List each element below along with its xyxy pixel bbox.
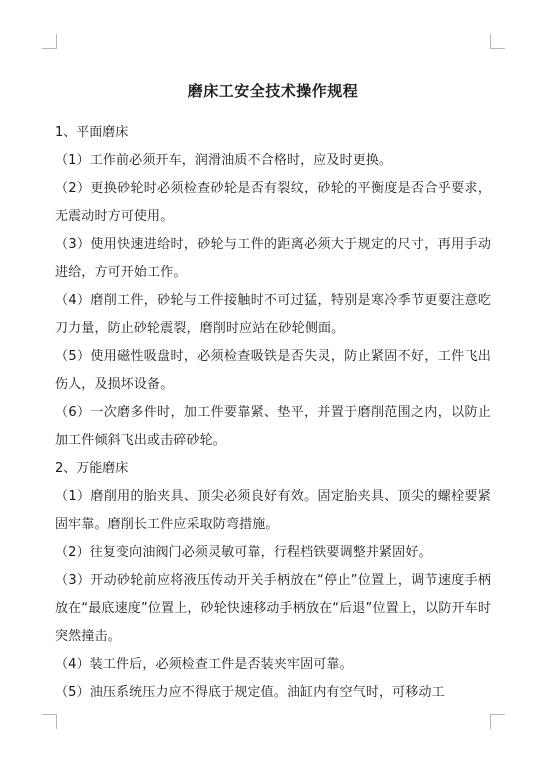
list-item: （3）使用快速进给时，砂轮与工件的距离必须大于规定的尺寸，再用手动进给，方可开始工作。	[55, 237, 491, 280]
list-item: （3）开动砂轮前应将液压传动开关手柄放在“停止”位置上，调节速度手柄放在“最底速度”位置上，砂轮快速移动手柄放在“后退”位置上，以防开车时突然撞击。	[55, 573, 491, 644]
list-item: （2）往复变向油阀门必须灵敏可靠，行程档铁要调整并紧固好。	[55, 545, 432, 560]
list-item: （5）油压系统压力应不得底于规定值。油缸内有空气时，可移动工	[55, 685, 445, 700]
list-item: （4）装工件后，必须检查工件是否装夹牢固可靠。	[55, 657, 353, 672]
list-item: （4）磨削工件，砂轮与工件接触时不可过猛，特别是寒冷季节更要注意吃刀力量，防止砂轮震裂，磨削时应站在砂轮侧面。	[55, 293, 491, 336]
crop-mark-top-right	[490, 34, 505, 49]
crop-mark-top-left	[42, 34, 57, 49]
section-universal-grinder	[55, 455, 491, 707]
list-item: （1）工作前必须开车，润滑油质不合格时，应及时更换。	[55, 153, 393, 168]
document-body	[55, 119, 491, 707]
list-item: （2）更换砂轮时必须检查砂轮是否有裂纹，砂轮的平衡度是否合乎要求，无震动时方可使用。	[55, 181, 491, 224]
crop-mark-bottom-right	[490, 714, 505, 729]
document-content	[55, 76, 491, 707]
section-flat-grinder	[55, 119, 491, 455]
list-item: （5）使用磁性吸盘时，必须检查吸铁是否失灵，防止紧固不好，工件飞出伤人，及损坏设备。	[55, 349, 491, 392]
crop-mark-bottom-left	[42, 714, 57, 729]
section-heading: 1、平面磨床	[55, 125, 129, 140]
section-heading: 2、万能磨床	[55, 461, 129, 476]
list-item: （1）磨削用的胎夹具、顶尖必须良好有效。固定胎夹具、顶尖的螺栓要紧固牢靠。磨削长工件应采取防弯措施。	[55, 489, 491, 532]
document-title: 磨床工安全技术操作规程	[187, 82, 359, 100]
list-item: （6）一次磨多件时，加工件要靠紧、垫平，并置于磨削范围之内，以防止加工件倾斜飞出或击碎砂轮。	[55, 405, 491, 448]
